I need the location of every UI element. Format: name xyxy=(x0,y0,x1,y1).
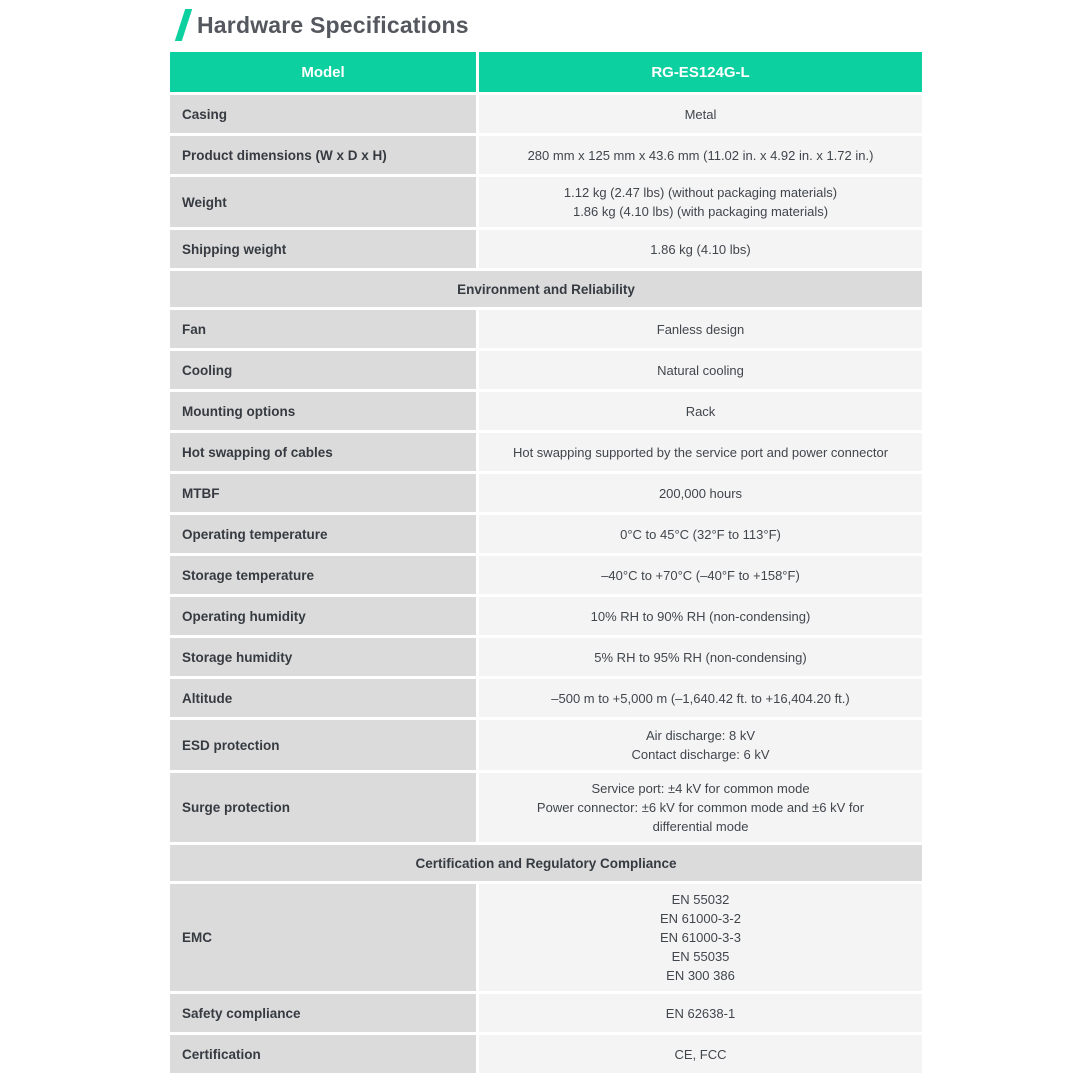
row-label: Surge protection xyxy=(170,773,476,842)
row-value-line: Hot swapping supported by the service port and power connector xyxy=(512,444,889,460)
row-value-line: CE, FCC xyxy=(674,1046,727,1062)
row-value-line: Natural cooling xyxy=(657,362,744,378)
row-label: Product dimensions (W x D x H) xyxy=(170,136,476,174)
hardware-spec-table xyxy=(170,52,922,1073)
table-row xyxy=(170,1035,922,1073)
row-value xyxy=(479,1035,922,1073)
row-label: Cooling xyxy=(170,351,476,389)
row-value-line: Power connector: ±6 kV for common mode and ±6 kV for differential mode xyxy=(536,800,865,834)
table-row xyxy=(170,556,922,594)
row-value xyxy=(479,392,922,430)
row-value-line: 1.12 kg (2.47 lbs) (without packaging materials) xyxy=(563,185,838,200)
table-row xyxy=(170,310,922,348)
row-value xyxy=(479,679,922,717)
row-value-line: Rack xyxy=(685,403,716,419)
table-row xyxy=(170,679,922,717)
row-value xyxy=(479,310,922,348)
row-value-line: –500 m to +5,000 m (–1,640.42 ft. to +16,404.20 ft.) xyxy=(551,690,850,706)
table-row xyxy=(170,351,922,389)
row-value-line: 280 mm x 125 mm x 43.6 mm (11.02 in. x 4.92 in. x 1.72 in.) xyxy=(527,147,874,163)
table-row xyxy=(170,994,922,1032)
row-value xyxy=(479,994,922,1032)
row-value xyxy=(479,884,922,991)
row-label: Mounting options xyxy=(170,392,476,430)
table-row xyxy=(170,95,922,133)
row-value-line: 1.86 kg (4.10 lbs) (with packaging materials) xyxy=(572,204,829,219)
table-row xyxy=(170,773,922,842)
row-value xyxy=(479,230,922,268)
row-value xyxy=(479,515,922,553)
row-value-line: 5% RH to 95% RH (non-condensing) xyxy=(594,649,807,665)
row-label: Certification xyxy=(170,1035,476,1073)
row-value xyxy=(479,638,922,676)
table-row xyxy=(170,433,922,471)
row-value xyxy=(479,136,922,174)
row-value xyxy=(479,177,922,227)
row-value-line: 10% RH to 90% RH (non-condensing) xyxy=(590,608,811,624)
table-row xyxy=(170,597,922,635)
row-label: Storage temperature xyxy=(170,556,476,594)
row-value xyxy=(479,597,922,635)
row-value-line: EN 61000-3-3 xyxy=(660,930,741,945)
row-value-line: EN 55035 xyxy=(671,949,730,964)
row-label: Hot swapping of cables xyxy=(170,433,476,471)
row-value xyxy=(479,95,922,133)
row-value-line: Metal xyxy=(684,106,717,122)
row-label: Safety compliance xyxy=(170,994,476,1032)
page-title: Hardware Specifications xyxy=(197,11,469,38)
row-value-line: EN 55032 xyxy=(671,892,730,907)
table-header-model-value: RG-ES124G-L xyxy=(479,52,922,92)
spec-sheet xyxy=(170,6,922,1073)
row-value-line: Contact discharge: 6 kV xyxy=(631,747,770,762)
table-header-row xyxy=(170,52,922,92)
title-row xyxy=(174,6,922,44)
row-label: EMC xyxy=(170,884,476,991)
row-value-line: Air discharge: 8 kV xyxy=(645,728,756,743)
row-label: Storage humidity xyxy=(170,638,476,676)
row-label: MTBF xyxy=(170,474,476,512)
table-row xyxy=(170,638,922,676)
section-header-row: Certification and Regulatory Compliance xyxy=(170,845,922,881)
row-value-line: 0°C to 45°C (32°F to 113°F) xyxy=(620,526,781,542)
row-label: Altitude xyxy=(170,679,476,717)
row-value-line: EN 300 386 xyxy=(666,968,735,983)
row-value-line: EN 62638-1 xyxy=(665,1005,736,1021)
row-value xyxy=(479,474,922,512)
table-row xyxy=(170,720,922,770)
table-row xyxy=(170,515,922,553)
row-label: Casing xyxy=(170,95,476,133)
row-value-line: EN 61000-3-2 xyxy=(660,911,741,926)
title-slash-accent xyxy=(175,9,192,41)
row-label: Shipping weight xyxy=(170,230,476,268)
row-value xyxy=(479,556,922,594)
table-row xyxy=(170,136,922,174)
row-label: Fan xyxy=(170,310,476,348)
row-label: Weight xyxy=(170,177,476,227)
row-value xyxy=(479,351,922,389)
table-row xyxy=(170,177,922,227)
row-value-line: 200,000 hours xyxy=(658,485,743,501)
section-header-row: Environment and Reliability xyxy=(170,271,922,307)
table-header-model: Model xyxy=(170,52,476,92)
row-value xyxy=(479,720,922,770)
row-value xyxy=(479,773,922,842)
table-row xyxy=(170,474,922,512)
row-value-line: Fanless design xyxy=(656,321,745,337)
row-label: Operating humidity xyxy=(170,597,476,635)
row-value-line: Service port: ±4 kV for common mode xyxy=(591,781,810,796)
row-value xyxy=(479,433,922,471)
row-value-line: –40°C to +70°C (–40°F to +158°F) xyxy=(601,567,800,583)
table-row xyxy=(170,884,922,991)
row-value-line: 1.86 kg (4.10 lbs) xyxy=(650,241,751,257)
table-row xyxy=(170,392,922,430)
table-row xyxy=(170,230,922,268)
row-label: ESD protection xyxy=(170,720,476,770)
row-label: Operating temperature xyxy=(170,515,476,553)
